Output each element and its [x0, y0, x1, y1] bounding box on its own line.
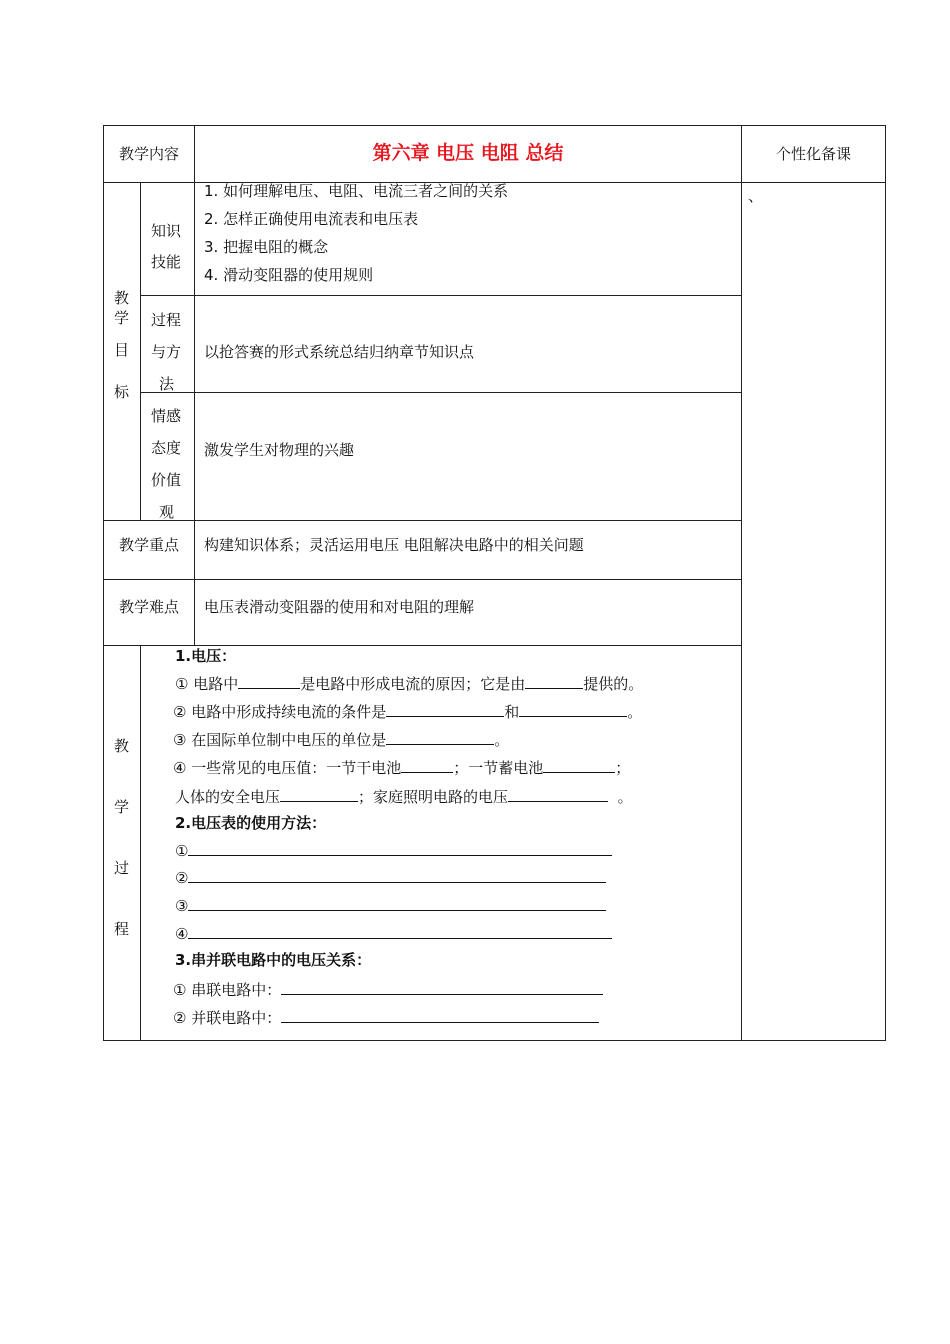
- goals-col-divider-1: [140, 182, 141, 520]
- fill-blank[interactable]: [188, 867, 606, 883]
- series-line: [173, 979, 603, 1000]
- keypoints-label: 教学重点: [118, 536, 179, 554]
- fill-blank[interactable]: [519, 701, 627, 717]
- voltage-line-1-c: 提供的。: [583, 675, 644, 693]
- keypoints-col-divider: [194, 520, 195, 645]
- goals-divider-2: [140, 392, 741, 393]
- voltage-line-4-c: ；: [615, 759, 631, 777]
- process-label-2: 与方: [151, 343, 182, 361]
- voltage-line-1-a: ① 电路中: [175, 675, 239, 693]
- voltage-line-1: [175, 673, 643, 694]
- goals-label-3: 目: [114, 341, 130, 359]
- meter-line-2: [175, 867, 606, 888]
- goals-label-2: 学: [114, 309, 130, 327]
- emotion-label-3: 价值: [151, 471, 182, 489]
- table-border-top: [103, 125, 886, 126]
- voltage-line-4: [173, 757, 630, 778]
- fill-blank[interactable]: [281, 979, 603, 995]
- meter-line-3: [175, 895, 606, 916]
- content-col-divider: [741, 125, 742, 1041]
- emotion-text: 激发学生对物理的兴趣: [204, 441, 355, 459]
- fill-blank[interactable]: [401, 757, 453, 773]
- parallel-line: [173, 1007, 599, 1028]
- voltage-line-3-b: 。: [494, 731, 510, 749]
- relation-heading: 3.串并联电路中的电压关系：: [175, 951, 372, 969]
- process-label-3: 法: [159, 375, 175, 393]
- knowledge-label-2: 技能: [151, 253, 182, 271]
- keypoints-bottom: [103, 579, 741, 580]
- voltage-line-3-a: ③ 在国际单位制中电压的单位是: [173, 731, 387, 749]
- parallel-label: ② 并联电路中：: [173, 1009, 282, 1027]
- emotion-label-2: 态度: [151, 439, 182, 457]
- meter-heading: 2.电压表的使用方法：: [175, 814, 327, 832]
- process-label-1: 过程: [151, 311, 182, 329]
- voltage-line-5-a: 人体的安全电压: [175, 788, 281, 806]
- fill-blank[interactable]: [281, 1007, 599, 1023]
- goals-bottom: [103, 520, 741, 521]
- side-mark: 、: [748, 187, 764, 205]
- difficulties-label: 教学难点: [118, 598, 179, 616]
- meter-mark: ④: [175, 925, 189, 943]
- emotion-label-1: 情感: [151, 407, 182, 425]
- meter-mark: ③: [175, 897, 189, 915]
- process-section-label-1: 教: [114, 737, 130, 755]
- voltage-line-5-c: 。: [617, 788, 633, 806]
- meter-mark: ①: [175, 842, 189, 860]
- fill-blank[interactable]: [386, 701, 504, 717]
- voltage-line-1-b: 是电路中形成电流的原因；它是由: [300, 675, 526, 693]
- header-content-label: 教学内容: [118, 145, 179, 163]
- process-col-divider: [140, 645, 141, 1040]
- table-border-bottom: [103, 1040, 886, 1041]
- fill-blank[interactable]: [188, 895, 606, 911]
- meter-mark: ②: [175, 869, 189, 887]
- voltage-line-5-b: ；家庭照明电路的电压: [358, 788, 509, 806]
- table-border-left: [103, 125, 104, 1041]
- voltage-line-4-b: ；一节蓄电池: [453, 759, 544, 777]
- voltage-line-5: [175, 786, 633, 807]
- knowledge-item: 3. 把握电阻的概念: [204, 238, 329, 256]
- keypoints-text: 构建知识体系；灵活运用电压 电阻解决电路中的相关问题: [204, 536, 584, 554]
- voltage-line-2: [173, 701, 642, 722]
- process-section-label-2: 学: [114, 798, 130, 816]
- goals-label-1: 教: [114, 289, 130, 307]
- voltage-heading: 1.电压：: [175, 647, 237, 665]
- voltage-line-3: [173, 729, 509, 750]
- process-section-label-4: 程: [114, 920, 130, 938]
- fill-blank[interactable]: [543, 757, 615, 773]
- meter-line-4: [175, 923, 612, 944]
- fill-blank[interactable]: [525, 673, 583, 689]
- process-text: 以抢答赛的形式系统总结归纳章节知识点: [204, 343, 475, 361]
- fill-blank[interactable]: [280, 786, 358, 802]
- process-section-label-3: 过: [114, 859, 130, 877]
- knowledge-item: 1. 如何理解电压、电阻、电流三者之间的关系: [204, 182, 509, 200]
- header-prep-label: 个性化备课: [775, 145, 851, 163]
- table-border-right: [885, 125, 886, 1041]
- knowledge-item: 2. 怎样正确使用电流表和电压表: [204, 210, 419, 228]
- fill-blank[interactable]: [238, 673, 300, 689]
- fill-blank[interactable]: [508, 786, 608, 802]
- fill-blank[interactable]: [386, 729, 494, 745]
- knowledge-label-1: 知识: [151, 222, 182, 240]
- knowledge-item: 4. 滑动变阻器的使用规则: [204, 266, 374, 284]
- voltage-line-2-b: 和: [504, 703, 520, 721]
- goals-label-4: 标: [114, 383, 130, 401]
- emotion-label-4: 观: [159, 503, 175, 521]
- voltage-line-2-a: ② 电路中形成持续电流的条件是: [173, 703, 387, 721]
- voltage-line-2-c: 。: [627, 703, 643, 721]
- voltage-line-4-a: ④ 一些常见的电压值：一节干电池: [173, 759, 402, 777]
- goals-divider-1: [140, 295, 741, 296]
- goals-col-divider-2: [194, 182, 195, 520]
- fill-blank[interactable]: [188, 923, 612, 939]
- meter-line-1: [175, 840, 612, 861]
- difficulties-text: 电压表滑动变阻器的使用和对电阻的理解: [204, 598, 475, 616]
- fill-blank[interactable]: [188, 840, 612, 856]
- page-title: 第六章 电压 电阻 总结: [372, 142, 564, 164]
- series-label: ① 串联电路中：: [173, 981, 282, 999]
